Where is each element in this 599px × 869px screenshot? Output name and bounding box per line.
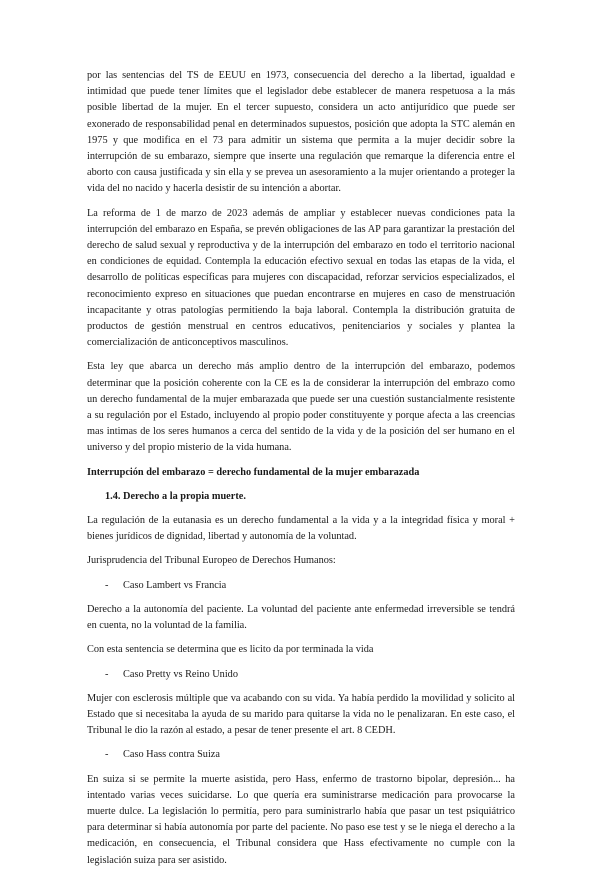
list-item-case-lambert xyxy=(87,578,515,594)
list-item-case-hass xyxy=(87,747,515,763)
section-heading-right-to-die: 1.4. Derecho a la propia muerte. xyxy=(105,490,246,502)
paragraph-constitutional-position: Esta ley que abarca un derecho más amplio dentro de la interrupción del embarazo, podemos determinar que la posición coherente con la CE es la de considerar la interrupción del embrazo como un derecho fundamental de la mujer embarazada que puede ser una cuestión sustancialmente resistente a su regulación por el Estado, incluyendo al propio poder constituyente y porque afecta a las creencias mas intimas de los seres humanos a cerca del sentido de la vida y de la posición del ser humano en el universo y del propio misterio de la vida humana. xyxy=(87,361,515,454)
paragraph-euthanasia: La regulación de la eutanasia es un derecho fundamental a la vida y a la integridad física y moral + bienes jurídicos de dignidad, libertad y autonomía de la voluntad. xyxy=(87,515,515,543)
paragraph-lambert-conclusion: Con esta sentencia se determina que es licito da por terminada la vida xyxy=(87,644,374,656)
paragraph-lambert-detail: Derecho a la autonomía del paciente. La voluntad del paciente ante enfermedad irreversible se tendrá en cuenta, no la voluntad de la familia. xyxy=(87,603,515,632)
case-title-lambert: Caso Lambert vs Francia xyxy=(123,579,227,591)
list-item-case-pretty xyxy=(87,667,515,683)
paragraph-abortion-models: por las sentencias del TS de EEUU en 1973, consecuencia del derecho a la libertad, igualdad e intimidad que puede tener límites que el legislador debe establecer de manera respetuosa a la más posible libertad de la mujer. En el tercer supuesto, considera un acto antijurídico que puede ser exonerado de responsabilidad penal en determinados supuestos, posición que adopta la STC alemán en 1975 y que modifica en el 73 para admitir un sistema que permita a la mujer decidir sobre la interrupción de su embarazo, siempre que inserte una regulación que remarque la diferencia entre el aborto con causa justificada y sin ella y se prevea un asesoramiento a la mujer orientando a proteger la vida del no nacido y hacerla desistir de su intención a abortar. xyxy=(87,70,515,195)
paragraph-tedh-intro: Jurisprudencia del Tribunal Europeo de Derechos Humanos: xyxy=(87,555,336,567)
paragraph-reform-2023: La reforma de 1 de marzo de 2023 además de ampliar y establecer nuevas condiciones pata la interrupción del embarazo en España, se prevén obligaciones de las AP para garantizar la prestación del derecho de salud sexual y reproductiva y de la interrupción del embarazo en todo el territorio nacional en condiciones de equidad. Contempla la educación efectivo sexual en todas las etapas de la vida, el desarrollo de políticas específicas para mujeres con discapacidad, reforzar servicios especializados, el reconocimiento expreso en situaciones que puedan encontrarse en mujeres en caso de menstruación incapacitante y otras patologías permitiendo la baja laboral. Contempla la distribución gratuita de productos de gestión menstrual en centros educativos, penitenciarios y sociales y plantea la comercialización de anticonceptivos masculinos. xyxy=(87,207,515,349)
paragraph-pretty-detail: Mujer con esclerosis múltiple que va acabando con su vida. Ya había perdido la movilidad y solicito al Estado que si necesitaba la ayuda de su marido para quitarse la vida no le penalizaran. En este caso, el Tribunal le dio la razón al estado, a pesar de tener presente el art. 8 CEDH. xyxy=(87,692,515,737)
paragraph-hass-detail: En suiza si se permite la muerte asistida, pero Hass, enfermo de trastorno bipolar, depresión... ha intentado varias veces suicidarse. Lo que quería era suministrarse medicación para provocarse la muerte dulce. La legislación lo permitía, pero para suministrarlo había que pasar un test psiquiátrico para determinar si había autonomía por parte del paciente. No paso ese test y se le niega el derecho a la medicación, en consecuencia, el Tribunal considera que Hass efectivamente no cumple con la legislación suiza para ser asistido. xyxy=(87,773,515,866)
bullet-dash: - xyxy=(105,668,109,680)
bullet-dash: - xyxy=(105,579,109,591)
document-page xyxy=(87,68,515,869)
case-title-pretty: Caso Pretty vs Reino Unido xyxy=(123,668,238,680)
case-title-hass: Caso Hass contra Suiza xyxy=(123,749,220,761)
bullet-dash: - xyxy=(105,749,109,761)
section-heading-abortion: Interrupción del embarazo = derecho fundamental de la mujer embarazada xyxy=(87,466,420,478)
